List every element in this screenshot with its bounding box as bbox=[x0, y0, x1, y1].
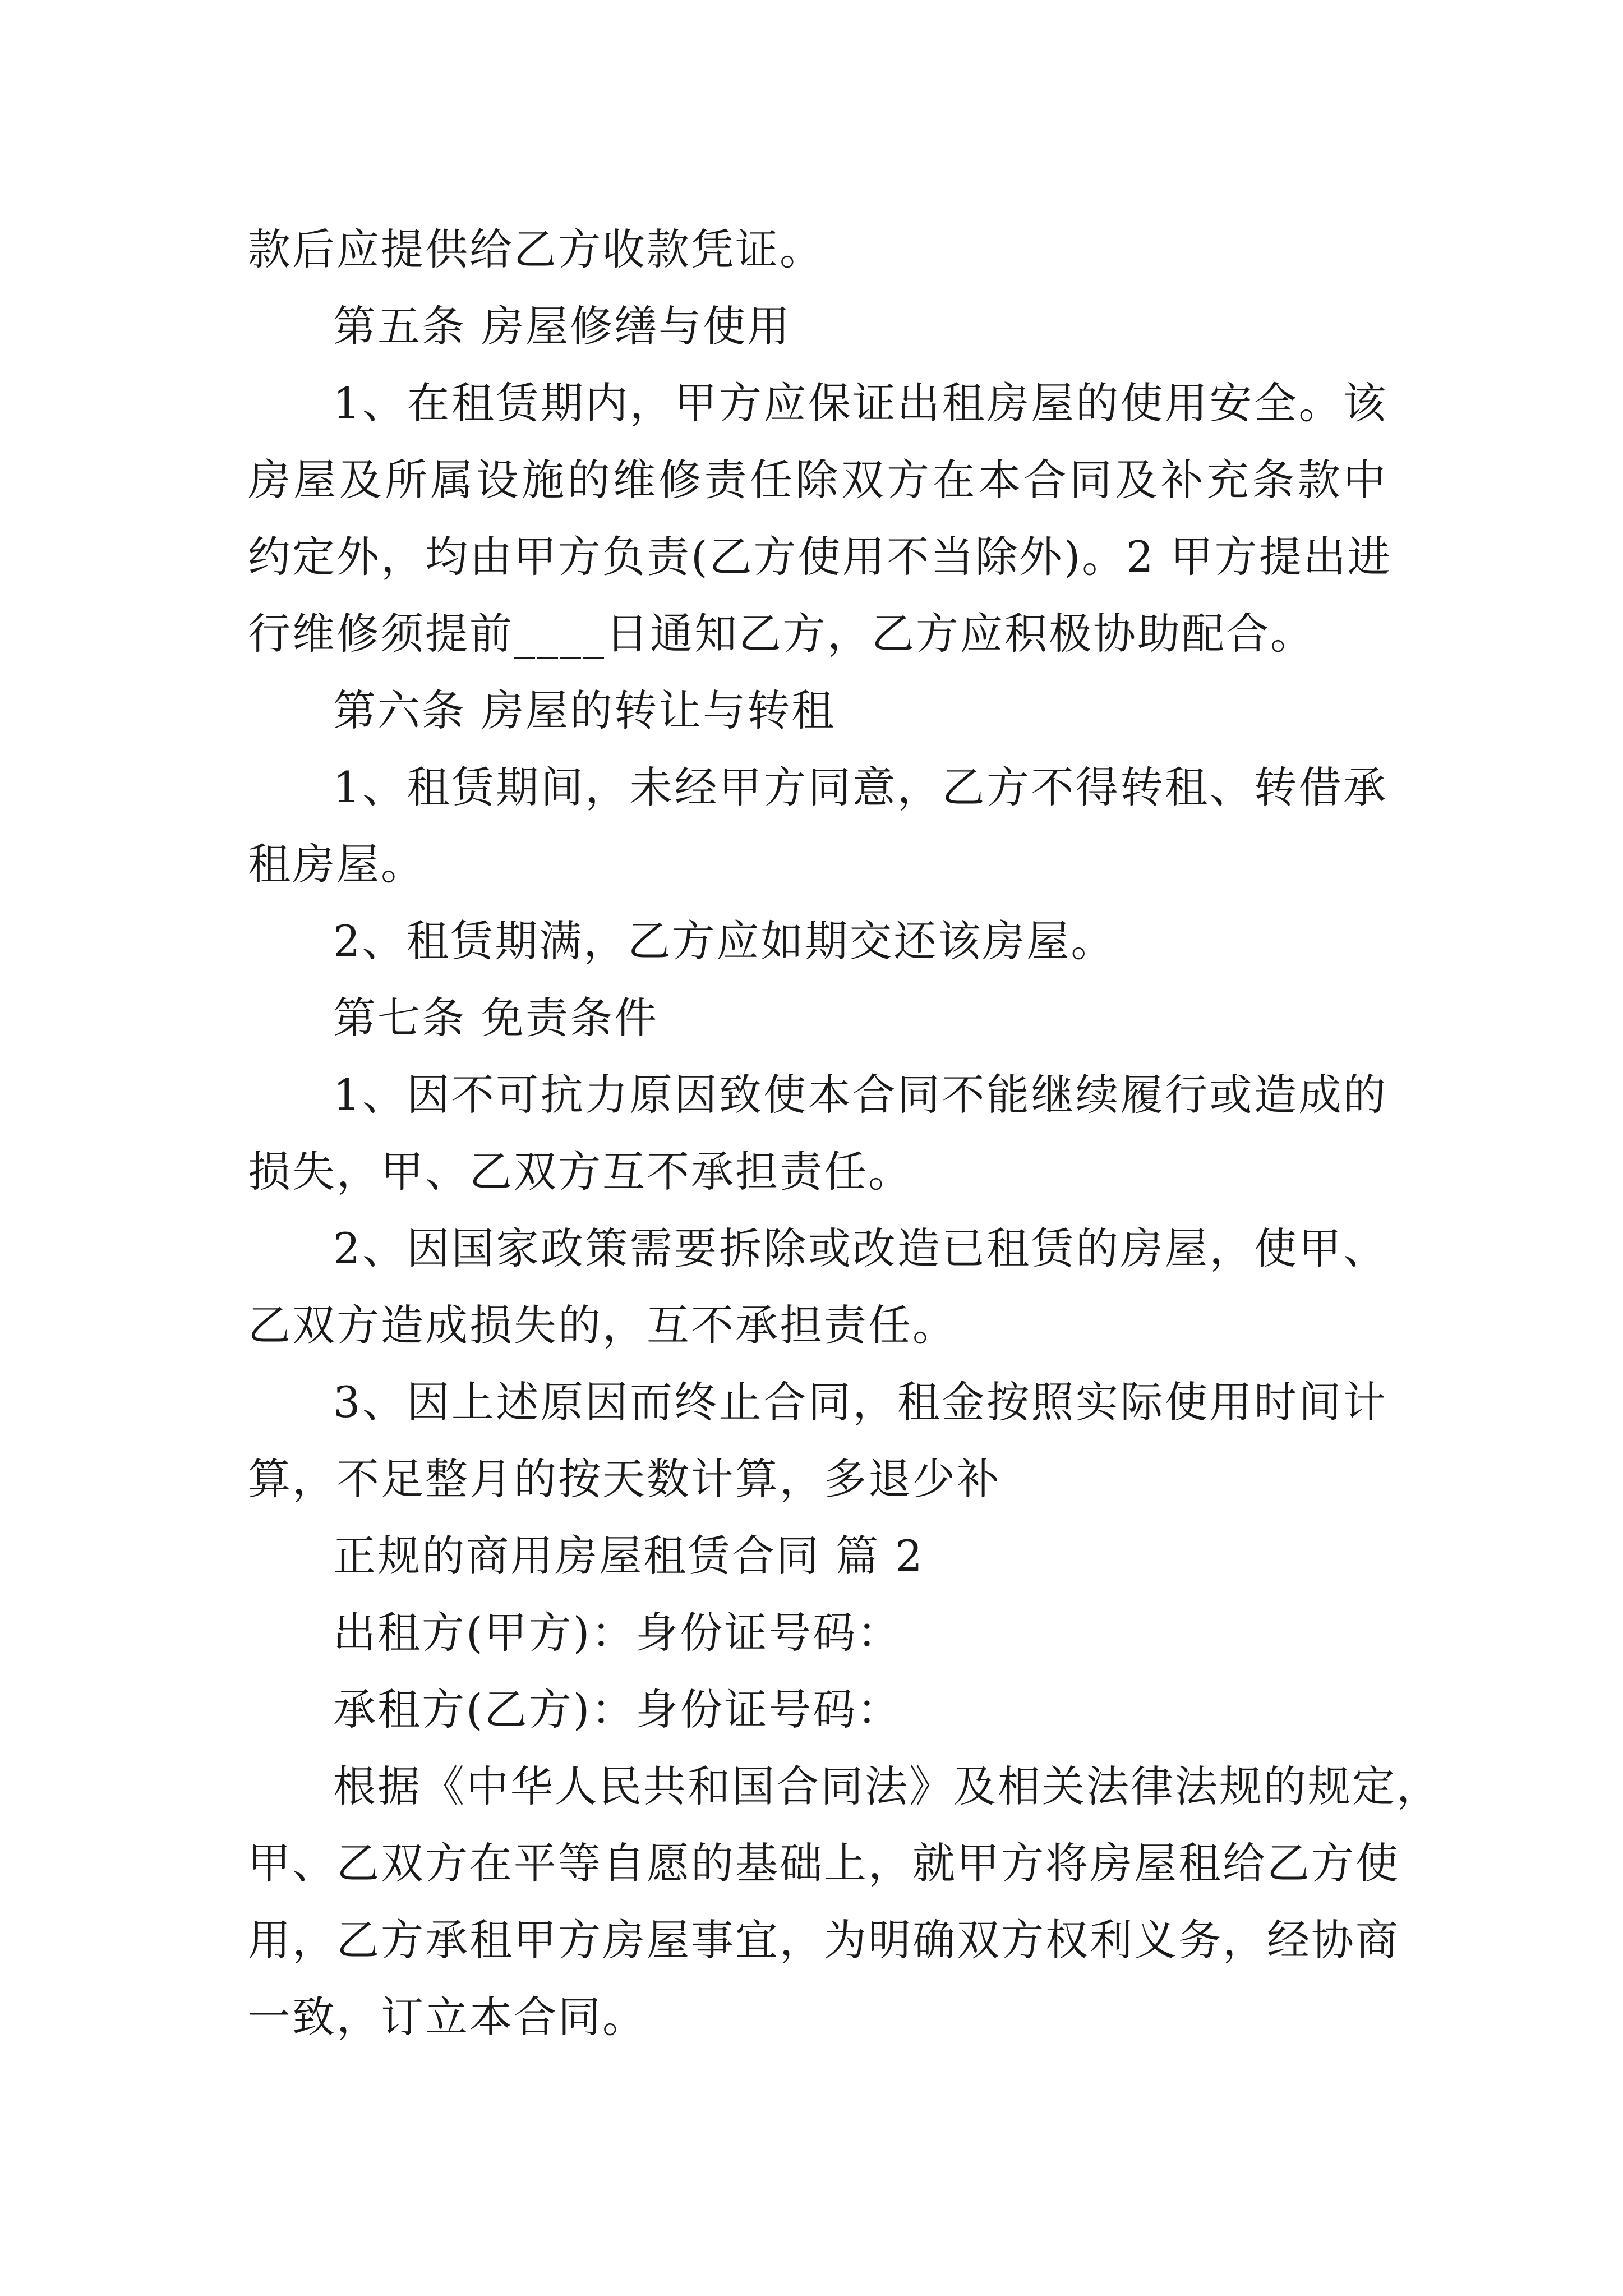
section-title-part-2 bbox=[248, 1517, 1387, 1594]
paragraph-article-7-item-1 bbox=[248, 1056, 1387, 1210]
text-line: 3、因上述原因而终止合同，租金按照实际使用时间计 bbox=[333, 1377, 1387, 1427]
text-line: 算，不足整月的按天数计算，多退少补 bbox=[248, 1454, 1001, 1504]
text-line: 出租方(甲方)：身份证号码： bbox=[333, 1608, 902, 1658]
text-line: 用，乙方承租甲方房屋事宜，为明确双方权利义务，经协商 bbox=[248, 1915, 1400, 1965]
text-line: 第七条 免责条件 bbox=[333, 993, 659, 1043]
text-line: 第六条 房屋的转让与转租 bbox=[333, 685, 836, 735]
text-line: 1、在租赁期内，甲方应保证出租房屋的使用安全。该 bbox=[333, 378, 1387, 428]
document-body bbox=[248, 211, 1441, 2055]
text-line: 租房屋。 bbox=[248, 839, 425, 889]
heading-article-7 bbox=[248, 979, 1387, 1056]
lessor-line bbox=[248, 1594, 1387, 1671]
text-line: 2、因国家政策需要拆除或改造已租赁的房屋，使甲、 bbox=[333, 1223, 1387, 1273]
paragraph-preamble bbox=[248, 1748, 1441, 2055]
lessee-line bbox=[248, 1671, 1387, 1748]
text-line: 1、因不可抗力原因致使本合同不能继续履行或造成的 bbox=[333, 1070, 1387, 1120]
text-line: 根据《中华人民共和国合同法》及相关法律法规的规定， bbox=[333, 1761, 1441, 1811]
text-line: 第五条 房屋修缮与使用 bbox=[333, 301, 792, 351]
text-line: 乙双方造成损失的，互不承担责任。 bbox=[248, 1300, 957, 1350]
text-line: 甲、乙双方在平等自愿的基础上，就甲方将房屋租给乙方使 bbox=[248, 1838, 1400, 1888]
text-line: 房屋及所属设施的维修责任除双方在本合同及补充条款中 bbox=[248, 455, 1387, 505]
text-line: 损失，甲、乙双方互不承担责任。 bbox=[248, 1147, 912, 1197]
paragraph-article-7-item-3 bbox=[248, 1364, 1387, 1517]
paragraph-article-7-item-2 bbox=[248, 1210, 1387, 1364]
paragraph-payment-receipt bbox=[248, 211, 1387, 288]
paragraph-article-6-item-1 bbox=[248, 749, 1387, 903]
text-line: 承租方(乙方)：身份证号码： bbox=[333, 1685, 902, 1734]
text-line: 1、租赁期间，未经甲方同意，乙方不得转租、转借承 bbox=[333, 762, 1387, 812]
text-line: 约定外，均由甲方负责(乙方使用不当除外)。2 甲方提出进 bbox=[248, 532, 1392, 582]
heading-article-5 bbox=[248, 288, 1387, 365]
text-line: 正规的商用房屋租赁合同 篇 2 bbox=[333, 1531, 924, 1581]
text-line: 行维修须提前____日通知乙方，乙方应积极协助配合。 bbox=[248, 609, 1315, 659]
paragraph-article-5-item-1 bbox=[248, 365, 1392, 672]
text-line: 2、租赁期满，乙方应如期交还该房屋。 bbox=[333, 916, 1115, 966]
text-line: 一致，订立本合同。 bbox=[248, 1992, 647, 2042]
text-line: 款后应提供给乙方收款凭证。 bbox=[248, 224, 824, 274]
heading-article-6 bbox=[248, 672, 1387, 749]
paragraph-article-6-item-2 bbox=[248, 903, 1387, 979]
